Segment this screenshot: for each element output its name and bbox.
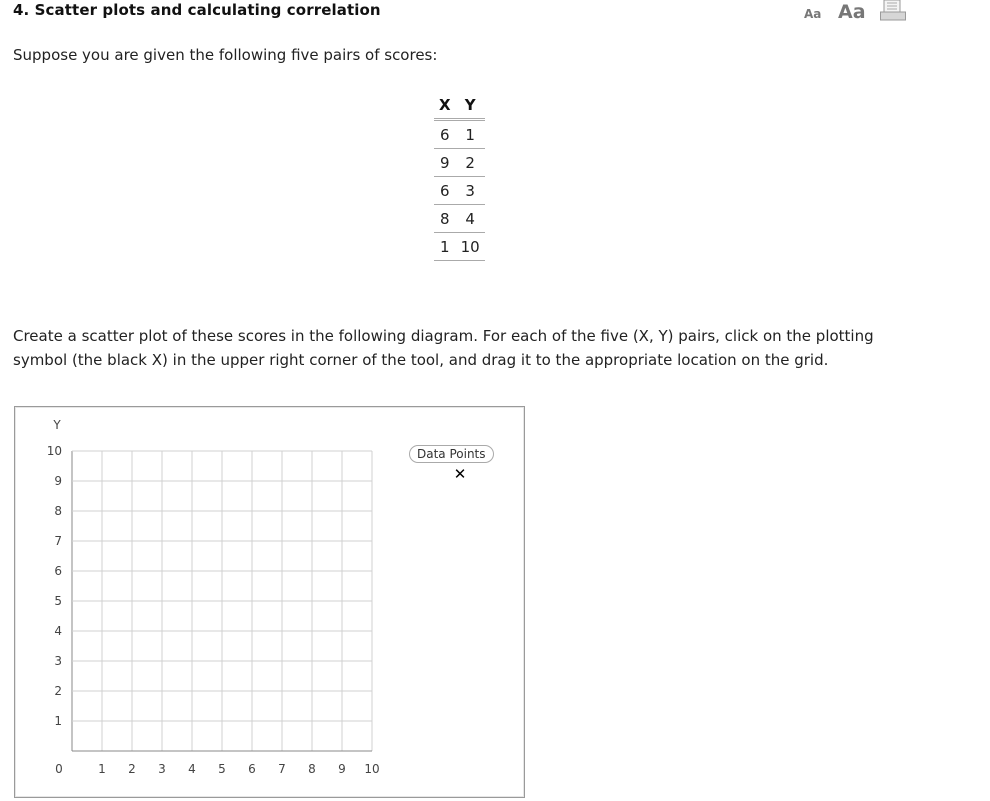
table-cell-y: 2 <box>456 149 485 177</box>
x-tick-label: 9 <box>338 762 346 776</box>
table-cell-y: 4 <box>456 205 485 233</box>
y-tick-label: 5 <box>54 594 62 608</box>
x-tick-label: 5 <box>218 762 226 776</box>
table-row <box>434 149 485 177</box>
scatter-plot-grid[interactable] <box>15 407 524 797</box>
table-cell-x: 6 <box>434 177 456 205</box>
instructions-text: Create a scatter plot of these scores in the following diagram. For each of the five (X, Y) pairs, click on the plotting symbol (the black X) in the upper right corner of the tool, and drag it to the appropriate location on the grid. <box>13 327 874 369</box>
print-icon[interactable] <box>880 0 906 26</box>
x-tick-label: 2 <box>128 762 136 776</box>
scatter-plot-tool[interactable] <box>14 406 525 798</box>
y-tick-label: 8 <box>54 504 62 518</box>
y-tick-label: 6 <box>54 564 62 578</box>
y-tick-label: 3 <box>54 654 62 668</box>
x-tick-label: 3 <box>158 762 166 776</box>
column-header-y: Y <box>456 94 485 120</box>
table-cell-x: 8 <box>434 205 456 233</box>
table-cell-x: 9 <box>434 149 456 177</box>
y-axis-label: Y <box>53 418 61 432</box>
x-tick-label: 4 <box>188 762 196 776</box>
y-tick-label: 4 <box>54 624 62 638</box>
x-tick-label: 6 <box>248 762 256 776</box>
question-intro: Suppose you are given the following five pairs of scores: <box>13 46 438 64</box>
table-row <box>434 233 485 261</box>
y-tick-label: 10 <box>46 444 62 458</box>
y-tick-label: 9 <box>54 474 62 488</box>
table-row <box>434 205 485 233</box>
x-tick-label: 7 <box>278 762 286 776</box>
question-title: 4. Scatter plots and calculating correlation <box>13 1 381 19</box>
table-cell-y: 1 <box>456 120 485 149</box>
table-cell-y: 10 <box>456 233 485 261</box>
x-tick-label: 10 <box>364 762 380 776</box>
table-row <box>434 120 485 149</box>
data-points-legend-label: Data Points <box>409 445 494 463</box>
plotting-symbol-x-icon[interactable]: ✕ <box>453 465 467 483</box>
column-header-x: X <box>434 94 456 120</box>
table-cell-x: 1 <box>434 233 456 261</box>
x-tick-label: 0 <box>55 762 63 776</box>
table-cell-x: 6 <box>434 120 456 149</box>
x-tick-label: 1 <box>98 762 106 776</box>
y-tick-label: 7 <box>54 534 62 548</box>
y-tick-label: 2 <box>54 684 62 698</box>
table-cell-y: 3 <box>456 177 485 205</box>
scores-table <box>434 94 485 261</box>
y-tick-label: 1 <box>54 714 62 728</box>
table-row <box>434 177 485 205</box>
x-tick-label: 8 <box>308 762 316 776</box>
font-size-small-button[interactable]: Aa <box>804 7 822 21</box>
font-size-large-button[interactable]: Aa <box>838 1 866 23</box>
